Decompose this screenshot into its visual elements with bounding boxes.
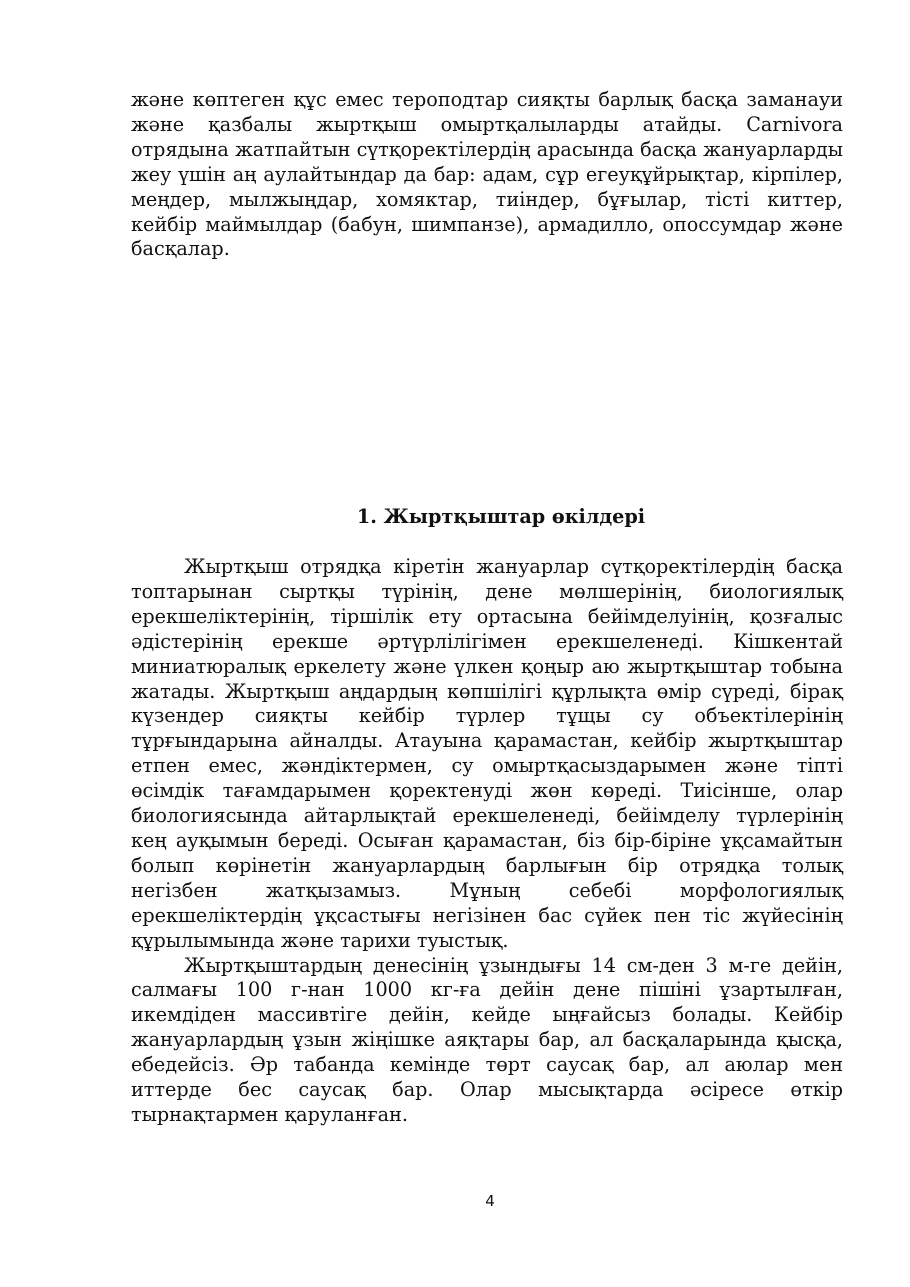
page-number: 4 [485, 1192, 495, 1210]
section-heading: 1. Жыртқыштар өкілдері [356, 505, 646, 528]
body-paragraph: Жыртқыштардың денесінің ұзындығы 14 см-ден 3 м-ге дейін, салмағы 100 г-нан 1000 кг-ға дейін дене пішіні ұзартылған, икемдіден массивтіге дейін, кейде ыңғайсыз болады. Кейбір жануарлардың ұзын жіңішке аяқтары бар, ал басқаларында қысқа, ебедейсіз. Әр табанда кемінде төрт саусақ бар, ал аюлар мен иттерде бес саусақ бар. Олар мысықтарда әсіресе өткір тырнақтармен қаруланған. [131, 953, 843, 1126]
body-paragraph: Жыртқыш отрядқа кіретін жануарлар сүтқоректілердің басқа топтарынан сыртқы түрінің, дене мөлшерінің, биологиялық ерекшеліктерінің, тіршілік ету ортасына бейімделуінің, қозғалыс әдістерінің ерекше әртүрлілігімен ерекшеленеді. Кішкентай миниатюралық еркелету және үлкен қоңыр аю жыртқыштар тобына жатады. Жыртқыш аңдардың көпшілігі құрлықта өмір сүреді, бірақ күзендер сияқты кейбір түрлер тұщы су объектілерінің тұрғындарына айналды. Атауына қарамастан, кейбір жыртқыштар етпен емес, жәндіктермен, су омыртқасыздарымен және тіпті өсімдік тағамдарымен қоректенуді жөн көреді. Тиісінше, олар биологиясында айтарлықтай ерекшеленеді, бейімделу түрлерінің кең ауқымын береді. Осыған қарамастан, біз бір-біріне ұқсамайтын болып көрінетін жануарлардың барлығын бір отрядқа толық негізбен жатқызамыз. Мұның себебі морфологиялық ерекшеліктердің ұқсастығы негізінен бас сүйек пен тіс жүйесінің құрылымында және тарихи туыстық. [131, 555, 843, 952]
intro-paragraph: және көптеген құс емес тероподтар сияқты барлық басқа заманауи және қазбалы жыртқыш омыртқалыларды атайды. Carnivora отрядына жатпайтын сүтқоректілердің арасында басқа жануарларды жеу үшін аң аулайтындар да бар: адам, сұр егеуқұйрықтар, кірпілер, меңдер, мылжыңдар, хомяктар, тиіндер, бұғылар, тісті киттер, кейбір маймылдар (бабун, шимпанзе), армадилло, опоссумдар және басқалар. [131, 88, 843, 261]
section-body [131, 555, 843, 1128]
